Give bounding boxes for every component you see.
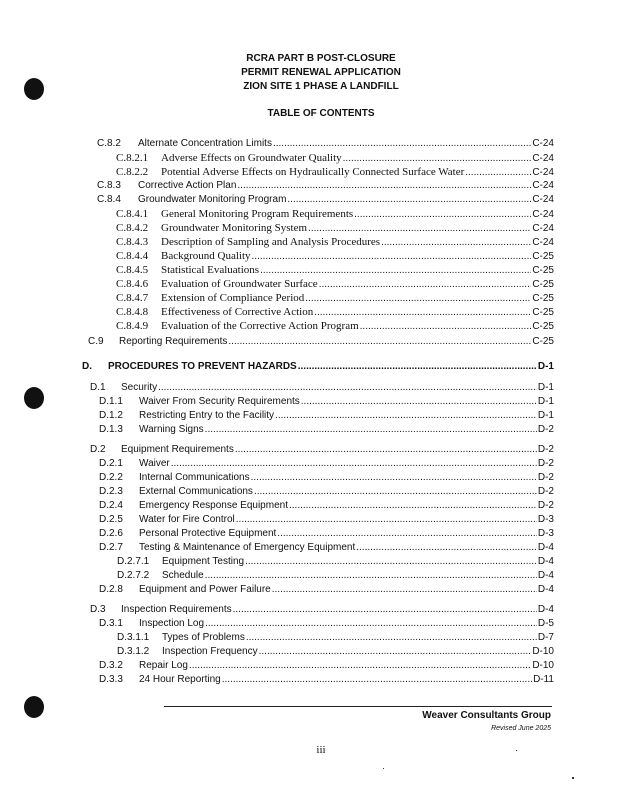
toc-entry[interactable] [117,555,554,569]
toc-entry-label: External Communications [139,486,253,497]
toc-entry[interactable] [99,499,554,513]
toc-entry-number: D.3 [90,604,106,615]
toc-entry-page: C-24 [532,167,554,178]
toc-leader-dots [233,603,537,617]
toc-entry-page: C-24 [532,153,554,164]
toc-entry-page: C-25 [532,321,554,332]
toc-entry-label: Inspection Log [139,618,205,629]
toc-entry-page: C-24 [532,138,554,149]
toc-entry-page: C-24 [532,209,554,220]
toc-entry-label: Waiver From Security Requirements [139,396,300,407]
toc-entry-label: Effectiveness of Corrective Action [161,306,314,318]
header-line-1: RCRA PART B POST-CLOSURE [246,53,396,64]
toc-entry-page: C-25 [532,336,554,347]
toc-entry-page: C-24 [532,237,554,248]
toc-leader-dots [171,457,537,471]
toc-entry-number: C.8.4.9 [116,320,149,332]
toc-entry-label: Groundwater Monitoring Program [138,194,287,205]
toc-leader-dots [298,360,537,374]
toc-entry[interactable] [99,541,554,555]
toc-leader-dots [360,320,532,334]
page-number: iii [316,744,326,756]
toc-entry-number: D.2.1 [99,458,123,469]
toc-entry-label: Equipment Requirements [121,444,234,455]
toc-entry-label: Description of Sampling and Analysis Procedures [161,236,381,248]
toc-entry-page: D-7 [537,632,554,643]
toc-leader-dots [237,179,531,193]
toc-entry[interactable] [90,381,554,395]
header-line-2: PERMIT RENEWAL APPLICATION [241,67,401,78]
toc-entry[interactable] [97,137,554,151]
toc-entry-label: Equipment Testing [162,556,245,567]
toc-leader-dots [275,409,537,423]
toc-entry[interactable] [116,151,554,165]
toc-entry-number: D.3.1.1 [117,632,150,643]
toc-entry[interactable] [99,471,554,485]
toc-entry[interactable] [116,207,554,221]
toc-entry-number: C.9 [88,336,104,347]
toc-leader-dots [354,208,531,222]
toc-entry-page: D-1 [537,382,554,393]
toc-entry-page: D-2 [537,444,554,455]
toc-entry-number: C.8.4.1 [116,208,149,220]
toc-entry-page: D-2 [537,472,554,483]
toc-entry-label: Evaluation of Groundwater Surface [161,278,318,290]
scan-speck [572,777,574,779]
scan-speck [383,768,384,769]
toc-entry-page: C-24 [532,223,554,234]
toc-entry-page: C-24 [532,180,554,191]
toc-leader-dots [273,137,531,151]
toc-entry-number: D.3.1 [99,618,123,629]
toc-entry[interactable] [99,673,554,687]
toc-leader-dots [228,335,531,349]
footer-rule [164,706,552,707]
toc-entry-number: D.2.3 [99,486,123,497]
revision-date: Revised June 2025 [491,725,551,732]
toc-entry-label: PROCEDURES TO PREVENT HAZARDS [108,361,297,372]
toc-entry-number: D.2.2 [99,472,123,483]
toc-entry-label: Internal Communications [139,472,250,483]
company-name: Weaver Consultants Group [422,710,551,721]
toc-entry-page: C-25 [532,265,554,276]
toc-leader-dots [319,278,532,292]
toc-leader-dots [251,471,537,485]
binder-hole-middle [24,387,44,409]
toc-leader-dots [301,395,537,409]
toc-entry-number: C.8.2 [97,138,121,149]
toc-entry[interactable] [116,277,554,291]
toc-entry-label: Inspection Requirements [121,604,232,615]
toc-leader-dots [272,583,537,597]
toc-leader-dots [222,673,532,687]
toc-entry-label: Adverse Effects on Groundwater Quality [161,152,342,164]
toc-entry-page: D-1 [537,361,554,372]
toc-entry-label: Background Quality [161,250,251,262]
toc-entry[interactable] [117,631,554,645]
toc-entry[interactable] [97,179,554,193]
toc-entry[interactable] [116,319,554,333]
toc-entry-number: C.8.2.2 [116,166,149,178]
toc-entry-number: D.2.4 [99,500,123,511]
toc-leader-dots [277,527,537,541]
toc-entry-number: D. [82,361,92,372]
toc-entry[interactable] [116,263,554,277]
toc-entry[interactable] [116,305,554,319]
toc-entry-label: Waiver [139,458,170,469]
toc-entry-label: Potential Adverse Effects on Hydraulically Connected Surface Water [161,166,465,178]
toc-entry-number: D.3.2 [99,660,123,671]
toc-entry-label: Warning Signs [139,424,204,435]
toc-entry[interactable] [99,409,554,423]
toc-entry[interactable] [99,583,554,597]
toc-entry-number: D.1.1 [99,396,123,407]
toc-leader-dots [305,292,531,306]
toc-leader-dots [381,236,531,250]
toc-entry[interactable] [99,457,554,471]
toc-entry[interactable] [99,527,554,541]
toc-entry-number: D.3.3 [99,674,123,685]
toc-leader-dots [205,617,537,631]
toc-entry-label: Water for Fire Control [139,514,235,525]
toc-entry[interactable] [99,617,554,631]
toc-entry-label: Alternate Concentration Limits [138,138,272,149]
binder-hole-bottom [24,696,44,718]
toc-entry-page: D-10 [532,646,554,657]
toc-entry-label: Evaluation of the Corrective Action Program [161,320,359,332]
toc-entry-label: Groundwater Monitoring System [161,222,308,234]
toc-entry-page: C-25 [532,279,554,290]
toc-entry-page: C-25 [532,251,554,262]
toc-leader-dots [245,555,537,569]
toc-entry-label: Repair Log [139,660,188,671]
toc-entry[interactable] [116,291,554,305]
toc-entry-number: C.8.4.3 [116,236,149,248]
toc-entry-page: D-1 [537,410,554,421]
toc-entry[interactable] [99,423,554,437]
toc-entry-page: C-25 [532,293,554,304]
toc-entry-label: Reporting Requirements [119,336,228,347]
toc-entry-number: D.2.6 [99,528,123,539]
toc-entry-label: Types of Problems [162,632,245,643]
toc-entry-number: D.2 [90,444,106,455]
toc-entry-page: D-4 [537,584,554,595]
toc-entry[interactable] [82,360,554,374]
toc-leader-dots [158,381,537,395]
toc-entry-number: C.8.4.6 [116,278,149,290]
toc-entry[interactable] [99,659,554,673]
toc-entry-number: C.8.4.8 [116,306,149,318]
toc-leader-dots [356,541,537,555]
toc-leader-dots [289,499,537,513]
toc-leader-dots [246,631,537,645]
toc-entry-number: D.2.7.1 [117,556,150,567]
toc-entry-page: C-24 [532,194,554,205]
toc-leader-dots [314,306,531,320]
document-header [0,52,642,94]
toc-entry-number: D.1.3 [99,424,123,435]
toc-entry-number: D.2.7 [99,542,123,553]
toc-entry-page: D-11 [533,674,554,685]
toc-leader-dots [205,423,537,437]
toc-entry-label: Statistical Evaluations [161,264,260,276]
toc-entry-page: D-4 [537,604,554,615]
toc-entry-page: D-10 [532,660,554,671]
toc-entry[interactable] [116,235,554,249]
toc-entry-label: Security [121,382,158,393]
toc-entry[interactable] [116,165,554,179]
toc-leader-dots [259,645,532,659]
toc-entry[interactable] [99,395,554,409]
toc-entry[interactable] [90,443,554,457]
toc-entry-label: Restricting Entry to the Facility [139,410,275,421]
toc-leader-dots [343,152,532,166]
toc-entry-page: D-4 [537,542,554,553]
toc-entry[interactable] [117,645,554,659]
toc-entry-number: D.2.5 [99,514,123,525]
toc-entry-number: D.2.8 [99,584,123,595]
toc-entry-number: C.8.4.7 [116,292,149,304]
toc-entry-page: D-1 [537,396,554,407]
toc-entry-label: Extension of Compliance Period [161,292,305,304]
toc-entry-number: D.2.7.2 [117,570,150,581]
toc-entry-page: D-3 [537,514,554,525]
toc-entry-page: D-2 [537,458,554,469]
header-line-3: ZION SITE 1 PHASE A LANDFILL [243,81,399,92]
toc-entry-page: D-2 [537,486,554,497]
toc-entry[interactable] [116,221,554,235]
toc-leader-dots [260,264,531,278]
toc-entry-number: D.3.1.2 [117,646,150,657]
toc-entry-number: C.8.3 [97,180,121,191]
toc-entry-label: Testing & Maintenance of Emergency Equipment [139,542,356,553]
scan-speck [516,750,517,751]
toc-entry-number: C.8.4.4 [116,250,149,262]
toc-entry-number: D.1 [90,382,106,393]
toc-entry-page: D-5 [537,618,554,629]
toc-leader-dots [189,659,531,673]
toc-entry[interactable] [88,335,554,349]
toc-leader-dots [235,443,537,457]
toc-leader-dots [205,569,537,583]
toc-entry-page: D-2 [537,500,554,511]
toc-title: TABLE OF CONTENTS [267,108,375,119]
toc-entry[interactable] [116,249,554,263]
toc-entry-label: Corrective Action Plan [138,180,237,191]
toc-entry-page: D-4 [537,556,554,567]
toc-entry-number: C.8.4.5 [116,264,149,276]
toc-entry-label: Personal Protective Equipment [139,528,277,539]
toc-entry-label: General Monitoring Program Requirements [161,208,354,220]
toc-entry-label: Inspection Frequency [162,646,258,657]
toc-leader-dots [308,222,531,236]
toc-entry-number: C.8.2.1 [116,152,149,164]
toc-entry-number: D.1.2 [99,410,123,421]
toc-entry-page: D-3 [537,528,554,539]
toc-entry[interactable] [90,603,554,617]
toc-entry-number: C.8.4.2 [116,222,149,234]
toc-leader-dots [236,513,537,527]
toc-leader-dots [287,193,531,207]
toc-entry-page: D-2 [537,424,554,435]
toc-entry-number: C.8.4 [97,194,121,205]
toc-entry[interactable] [99,513,554,527]
toc-leader-dots [252,250,532,264]
toc-entry-page: D-4 [537,570,554,581]
toc-entry-label: Equipment and Power Failure [139,584,271,595]
toc-entry-label: Schedule [162,570,204,581]
toc-entry-page: C-25 [532,307,554,318]
toc-entry[interactable] [99,485,554,499]
toc-entry[interactable] [97,193,554,207]
toc-leader-dots [254,485,537,499]
toc-entry-label: Emergency Response Equipment [139,500,288,511]
toc-leader-dots [465,166,531,180]
toc-entry[interactable] [117,569,554,583]
toc-entry-label: 24 Hour Reporting [139,674,221,685]
